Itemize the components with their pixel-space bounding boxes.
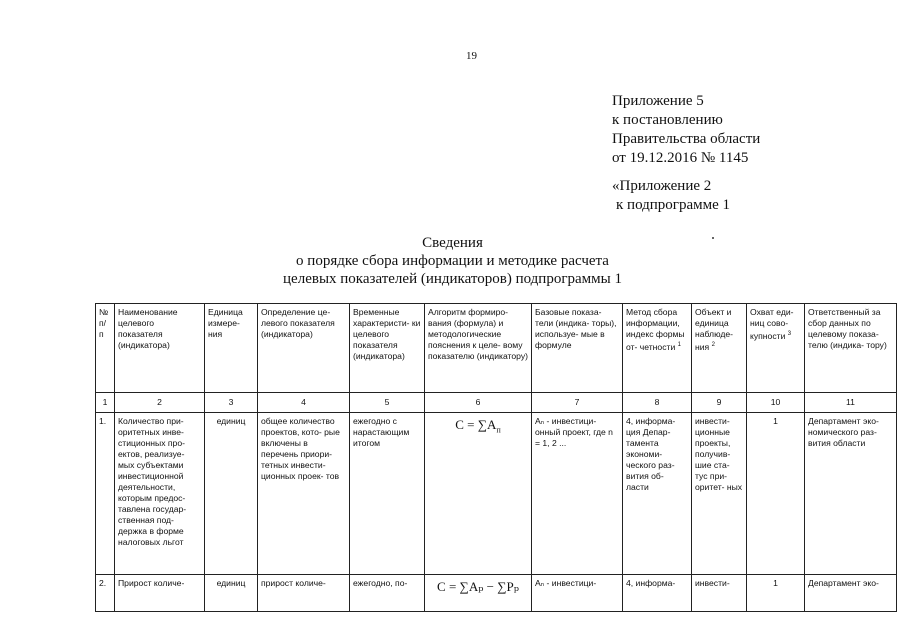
appendix-line-3: Правительства области	[612, 131, 761, 147]
collection-method: 4, информа- ция Депар- тамента экономи- ческого раз- вития об- ласти	[623, 413, 692, 575]
column-number: 10	[747, 393, 805, 413]
header-cell: Алгоритм формиро- вания (формула) и методологические пояснения к целе- вому показателю (индикатору)	[425, 304, 532, 393]
responsible: Департамент эко- номического раз- вития области	[805, 413, 897, 575]
formula-subscript: п	[496, 425, 501, 435]
page-number: 19	[466, 50, 477, 62]
header-cell: Определение це- левого показателя (индикатора)	[258, 304, 350, 393]
column-number: 8	[623, 393, 692, 413]
coverage: 1	[747, 575, 805, 612]
table-row	[96, 575, 897, 612]
formula-main: C = ∑A	[455, 417, 497, 432]
title-line-1: Сведения	[422, 235, 483, 251]
column-number: 9	[692, 393, 747, 413]
column-number-row	[96, 393, 897, 413]
appendix2-line-1: «Приложение 2	[612, 178, 712, 194]
indicator-name: Прирост количе-	[115, 575, 205, 612]
header-cell	[747, 304, 805, 393]
definition: прирост количе-	[258, 575, 350, 612]
footnote-mark: 3	[787, 331, 792, 337]
base-indicators: Aₙ - инвестици- онный проект, где n = 1, 2 ...	[532, 413, 623, 575]
base-indicators: Aₙ - инвестици-	[532, 575, 623, 612]
header-text: Охват еди- ниц сово- купности	[750, 307, 794, 341]
title-line-2: о порядке сбора информации и методике расчета	[296, 253, 609, 269]
column-number: 11	[805, 393, 897, 413]
unit: единиц	[205, 413, 258, 575]
column-number: 3	[205, 393, 258, 413]
document-title	[0, 234, 905, 288]
header-cell: Ответственный за сбор данных по целевому показа- телю (индика- тору)	[805, 304, 897, 393]
column-number: 1	[96, 393, 115, 413]
row-number: 1.	[96, 413, 115, 575]
indicators-table	[95, 303, 897, 612]
header-cell: Наименование целевого показателя (индикатора)	[115, 304, 205, 393]
appendix-line-4: от 19.12.2016 № 1145	[612, 150, 749, 166]
header-cell: Базовые показа- тели (индика- торы), используе- мые в формуле	[532, 304, 623, 393]
appendix-line-2: к постановлению	[612, 112, 723, 128]
formula: C = ∑Aₚ − ∑Pₚ	[437, 579, 519, 594]
formula-cell	[425, 413, 532, 575]
observation-object: инвести- ционные проекты, получив- шие ста- тус при- оритет- ных	[692, 413, 747, 575]
definition: общее количество проектов, кото- рые включены в перечень приори- тетных инвести- ционных проек- тов	[258, 413, 350, 575]
column-number: 2	[115, 393, 205, 413]
coverage: 1	[747, 413, 805, 575]
footnote-mark: 2	[711, 342, 715, 348]
footnote-mark: 1	[677, 342, 681, 348]
header-cell: Единица измере- ния	[205, 304, 258, 393]
title-line-3: целевых показателей (индикаторов) подпрограммы 1	[283, 271, 622, 287]
column-number: 4	[258, 393, 350, 413]
header-text: Метод сбора информации, индекс формы от- четности	[626, 307, 685, 352]
column-number: 6	[425, 393, 532, 413]
header-cell: № п/ п	[96, 304, 115, 393]
responsible: Департамент эко-	[805, 575, 897, 612]
indicator-name: Количество при- оритетных инве- стиционных про- ектов, реализуе- мых субъектами инвестиционной деятельности, которым предос- тавлена государ- ственная под- держка в форме налоговых льгот	[115, 413, 205, 575]
column-number: 7	[532, 393, 623, 413]
header-cell	[623, 304, 692, 393]
header-cell	[692, 304, 747, 393]
formula-cell	[425, 575, 532, 612]
subprogram-appendix-header	[612, 177, 730, 215]
row-number: 2.	[96, 575, 115, 612]
header-cell: Временные характеристи- ки целевого показателя (индикатора)	[350, 304, 425, 393]
table-header-row	[96, 304, 897, 393]
table-row	[96, 413, 897, 575]
appendix-header	[612, 92, 760, 168]
unit: единиц	[205, 575, 258, 612]
appendix-line-1: Приложение 5	[612, 93, 704, 109]
time-characteristics: ежегодно с нарастающим итогом	[350, 413, 425, 575]
collection-method: 4, информа-	[623, 575, 692, 612]
observation-object: инвести-	[692, 575, 747, 612]
time-characteristics: ежегодно, по-	[350, 575, 425, 612]
header-text: Объект и единица наблюде- ния	[695, 307, 733, 352]
appendix2-line-2: к подпрограмме 1	[616, 197, 730, 213]
formula	[428, 419, 528, 436]
column-number: 5	[350, 393, 425, 413]
